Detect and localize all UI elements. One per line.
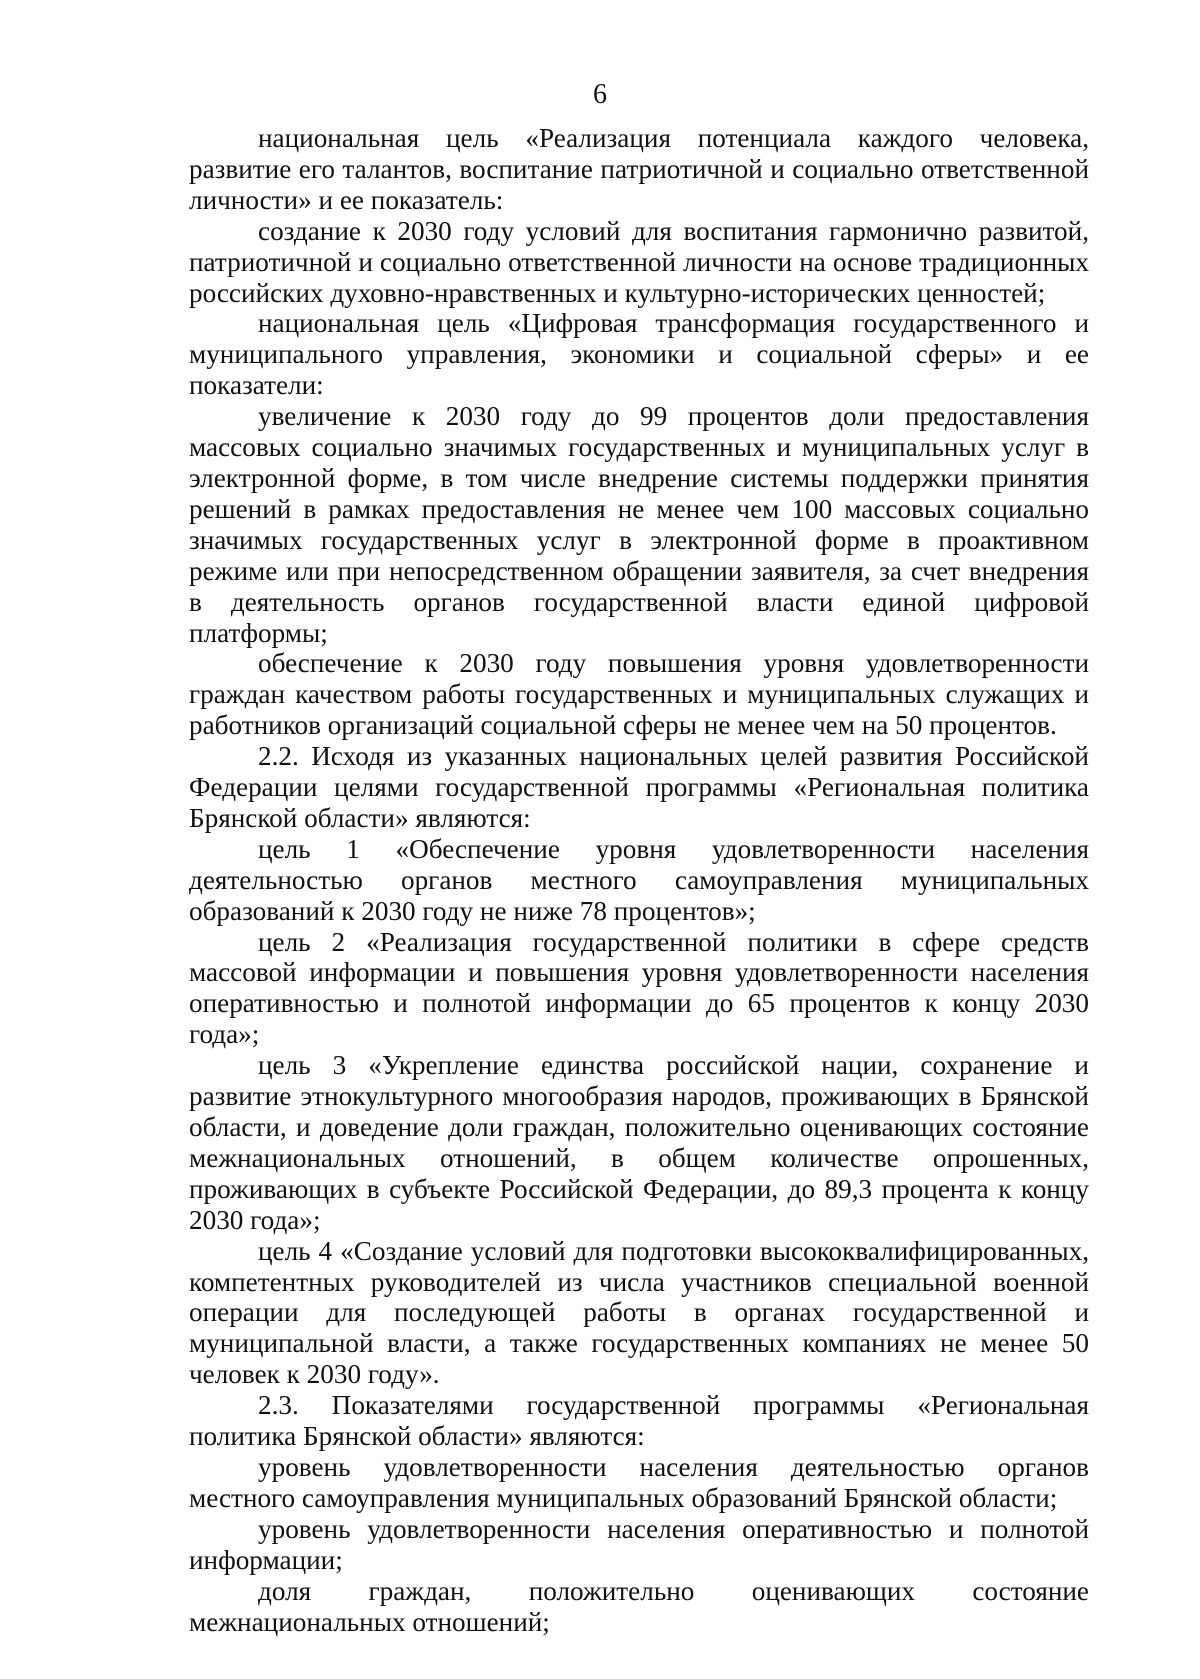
paragraph-national-goal-potential: национальная цель «Реализация потенциала каждого человека, развитие его талантов, воспитание патриотичной и социально ответственной личности» и ее показатель: bbox=[189, 123, 1089, 215]
paragraph-indicator-electronic-services: увеличение к 2030 году до 99 процентов доли предоставления массовых социально значимых государственных и муниципальных услуг в электронной форме, в том числе внедрение системы поддержки принятия решений в рамках предоставления не менее чем 100 массовых социально значимых государственных услуг в электронной форме в проактивном режиме или при непосредственном обращении заявителя, за счет внедрения в деятельность органов государственной власти единой цифровой платформы; bbox=[189, 401, 1089, 648]
paragraph-goal-4: цель 4 «Создание условий для подготовки высококвалифицированных, компетентных руководителей из числа участников специальной военной операции для последующей работы в органах государственной и муниципальной власти, а также государственных компаниях не менее 50 человек к 2030 году». bbox=[189, 1235, 1089, 1390]
page-number: 6 bbox=[593, 79, 607, 110]
paragraph-section-2-2: 2.2. Исходя из указанных национальных целей развития Российской Федерации целями государственной программы «Региональная политика Брянской области» являются: bbox=[189, 741, 1089, 833]
paragraph-goal-2: цель 2 «Реализация государственной политики в сфере средств массовой информации и повышения уровня удовлетворенности населения оперативностью и полнотой информации до 65 процентов к концу 2030 года»; bbox=[189, 926, 1089, 1050]
paragraph-section-2-3: 2.3. Показателями государственной программы «Региональная политика Брянской области» являются: bbox=[189, 1390, 1089, 1452]
paragraph-indicator-satisfaction-quality: обеспечение к 2030 году повышения уровня удовлетворенности граждан качеством работы государственных и муниципальных служащих и работников организаций социальной сферы не менее чем на 50 процентов. bbox=[189, 648, 1089, 741]
paragraph-indicator-interethnic: доля граждан, положительно оценивающих состояние межнациональных отношений; bbox=[189, 1575, 1089, 1637]
paragraph-indicator-information: уровень удовлетворенности населения оперативностью и полнотой информации; bbox=[189, 1513, 1089, 1575]
document-body bbox=[189, 123, 1089, 1637]
paragraph-goal-3: цель 3 «Укрепление единства российской нации, сохранение и развитие этнокультурного многообразия народов, проживающих в Брянской области, и доведение доли граждан, положительно оценивающих состояние межнациональных отношений, в общем количестве опрошенных, проживающих в субъекте Российской Федерации, до 89,3 процента к концу 2030 года»; bbox=[189, 1050, 1089, 1235]
paragraph-indicator-patriotic-upbringing: создание к 2030 году условий для воспитания гармонично развитой, патриотичной и социально ответственной личности на основе традиционных российских духовно-нравственных и культурно-исторических ценностей; bbox=[189, 215, 1089, 308]
paragraph-national-goal-digital: национальная цель «Цифровая трансформация государственного и муниципального управления, экономики и социальной сферы» и ее показатели: bbox=[189, 308, 1089, 401]
paragraph-goal-1: цель 1 «Обеспечение уровня удовлетворенности населения деятельностью органов местного самоуправления муниципальных образований к 2030 году не ниже 78 процентов»; bbox=[189, 833, 1089, 926]
paragraph-indicator-local-government: уровень удовлетворенности населения деятельностью органов местного самоуправления муниципальных образований Брянской области; bbox=[189, 1451, 1089, 1513]
